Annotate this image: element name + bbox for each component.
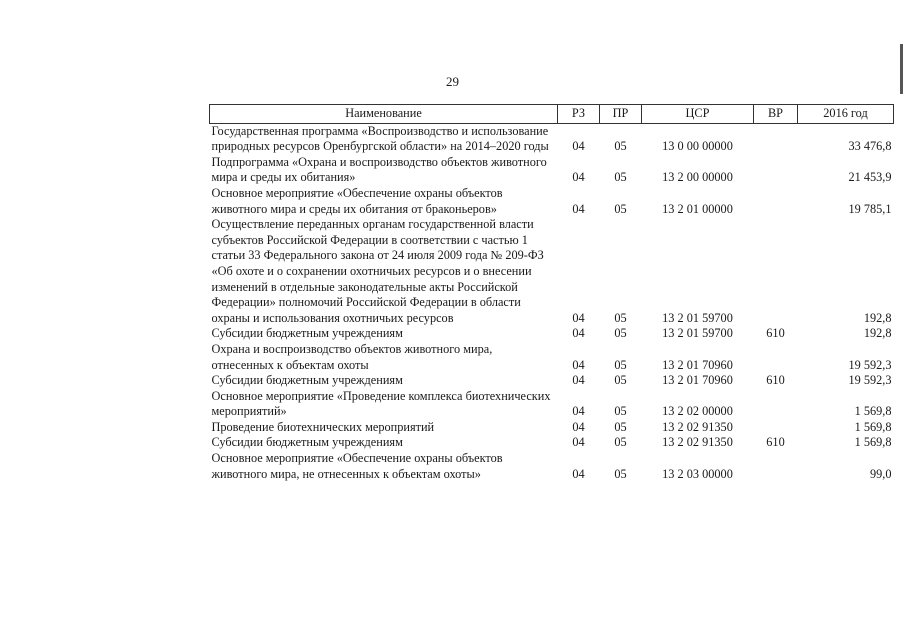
row-csr: 13 0 00 00000	[662, 139, 733, 154]
row-name: Основное мероприятие «Проведение комплекса биотехнических мероприятий»	[211, 388, 551, 419]
row-vr	[754, 420, 798, 436]
row-pr: 05	[614, 170, 627, 185]
row-name: Субсидии бюджетным учреждениям	[211, 326, 403, 341]
row-csr: 13 2 01 70960	[662, 357, 733, 372]
row-pr: 05	[614, 310, 627, 325]
row-pr: 05	[614, 435, 627, 450]
row-name: Субсидии бюджетным учреждениям	[211, 373, 403, 388]
row-pr: 05	[614, 357, 627, 372]
row-csr: 13 2 02 91350	[662, 419, 733, 434]
row-vr	[754, 123, 798, 155]
row-name: Государственная программа «Воспроизводство и использование природных ресурсов Оренбургской области» на 2014–2020 годы	[211, 123, 549, 154]
row-rz: 04	[572, 139, 585, 154]
row-vr: 610	[766, 326, 785, 341]
row-rz: 04	[572, 373, 585, 388]
row-rz: 04	[572, 357, 585, 372]
row-name: Осуществление переданных органам государственной власти субъектов Российской Федерации в соответствии с частью 1 статьи 33 Федерального закона от 24 июля 2009 года № 209-ФЗ «Об охоте и о сохранении охотничьих ресурсов и о внесении изменений в отдельные законодательные акты Российской Федерации» полномочий Российской Федерации в области охраны и использования охотничьих ресурсов	[211, 217, 544, 325]
row-rz: 04	[572, 404, 585, 419]
row-vr	[754, 389, 798, 420]
row-csr: 13 2 02 00000	[662, 404, 733, 419]
row-vr	[754, 217, 798, 326]
row-amount: 19 785,1	[848, 201, 892, 216]
row-pr: 05	[614, 466, 627, 481]
row-amount: 99,0	[869, 466, 892, 481]
row-amount: 33 476,8	[848, 139, 892, 154]
table-row	[210, 420, 894, 436]
row-rz: 04	[572, 435, 585, 450]
row-amount: 1 569,8	[854, 404, 892, 419]
table-row	[210, 435, 894, 451]
header-amount: 2016 год	[798, 105, 894, 124]
row-pr: 05	[614, 373, 627, 388]
row-csr: 13 2 01 59700	[662, 326, 733, 341]
row-name: Основное мероприятие «Обеспечение охраны объектов животного мира и среды их обитания от браконьеров»	[211, 185, 503, 216]
row-csr: 13 2 01 00000	[662, 201, 733, 216]
header-name: Наименование	[210, 105, 558, 124]
budget-table	[209, 104, 894, 482]
row-vr	[754, 342, 798, 373]
page-number: 29	[446, 74, 459, 89]
row-csr: 13 2 01 59700	[662, 310, 733, 325]
row-pr: 05	[614, 404, 627, 419]
row-vr	[754, 451, 798, 482]
row-pr: 05	[614, 326, 627, 341]
table-row	[210, 155, 894, 186]
table-row	[210, 326, 894, 342]
row-rz: 04	[572, 466, 585, 481]
table-row	[210, 373, 894, 389]
table-row	[210, 123, 894, 155]
row-rz: 04	[572, 170, 585, 185]
row-csr: 13 2 03 00000	[662, 466, 733, 481]
row-name: Основное мероприятие «Обеспечение охраны объектов животного мира, не отнесенных к объектам охоты»	[211, 451, 503, 481]
header-rz: РЗ	[558, 105, 600, 124]
row-pr: 05	[614, 139, 627, 154]
row-amount: 19 592,3	[848, 357, 892, 372]
row-name: Субсидии бюджетным учреждениям	[211, 435, 403, 450]
row-vr	[754, 186, 798, 217]
table-row	[210, 451, 894, 482]
table-row	[210, 186, 894, 217]
row-amount: 21 453,9	[848, 170, 892, 185]
row-name: Проведение биотехнических мероприятий	[211, 419, 435, 434]
row-amount: 192,8	[863, 310, 892, 325]
row-rz: 04	[572, 310, 585, 325]
row-name: Подпрограмма «Охрана и воспроизводство объектов животного мира и среды их обитания»	[211, 154, 547, 185]
row-vr	[754, 155, 798, 186]
row-rz: 04	[572, 326, 585, 341]
row-pr: 05	[614, 419, 627, 434]
row-name: Охрана и воспроизводство объектов животного мира, отнесенных к объектам охоты	[211, 341, 493, 372]
row-csr: 13 2 02 91350	[662, 435, 733, 450]
scan-edge-mark	[900, 44, 903, 94]
table-row	[210, 342, 894, 373]
row-rz: 04	[572, 201, 585, 216]
row-rz: 04	[572, 419, 585, 434]
header-csr: ЦСР	[642, 105, 754, 124]
row-csr: 13 2 00 00000	[662, 170, 733, 185]
table-header-row	[210, 105, 894, 124]
row-csr: 13 2 01 70960	[662, 373, 733, 388]
row-pr: 05	[614, 201, 627, 216]
table-row	[210, 217, 894, 326]
row-vr: 610	[766, 435, 785, 450]
header-pr: ПР	[600, 105, 642, 124]
row-amount: 19 592,3	[848, 373, 892, 388]
row-amount: 1 569,8	[854, 419, 892, 434]
header-vr: ВР	[754, 105, 798, 124]
table-row	[210, 389, 894, 420]
row-amount: 1 569,8	[854, 435, 892, 450]
row-amount: 192,8	[863, 326, 892, 341]
row-vr: 610	[766, 373, 785, 388]
